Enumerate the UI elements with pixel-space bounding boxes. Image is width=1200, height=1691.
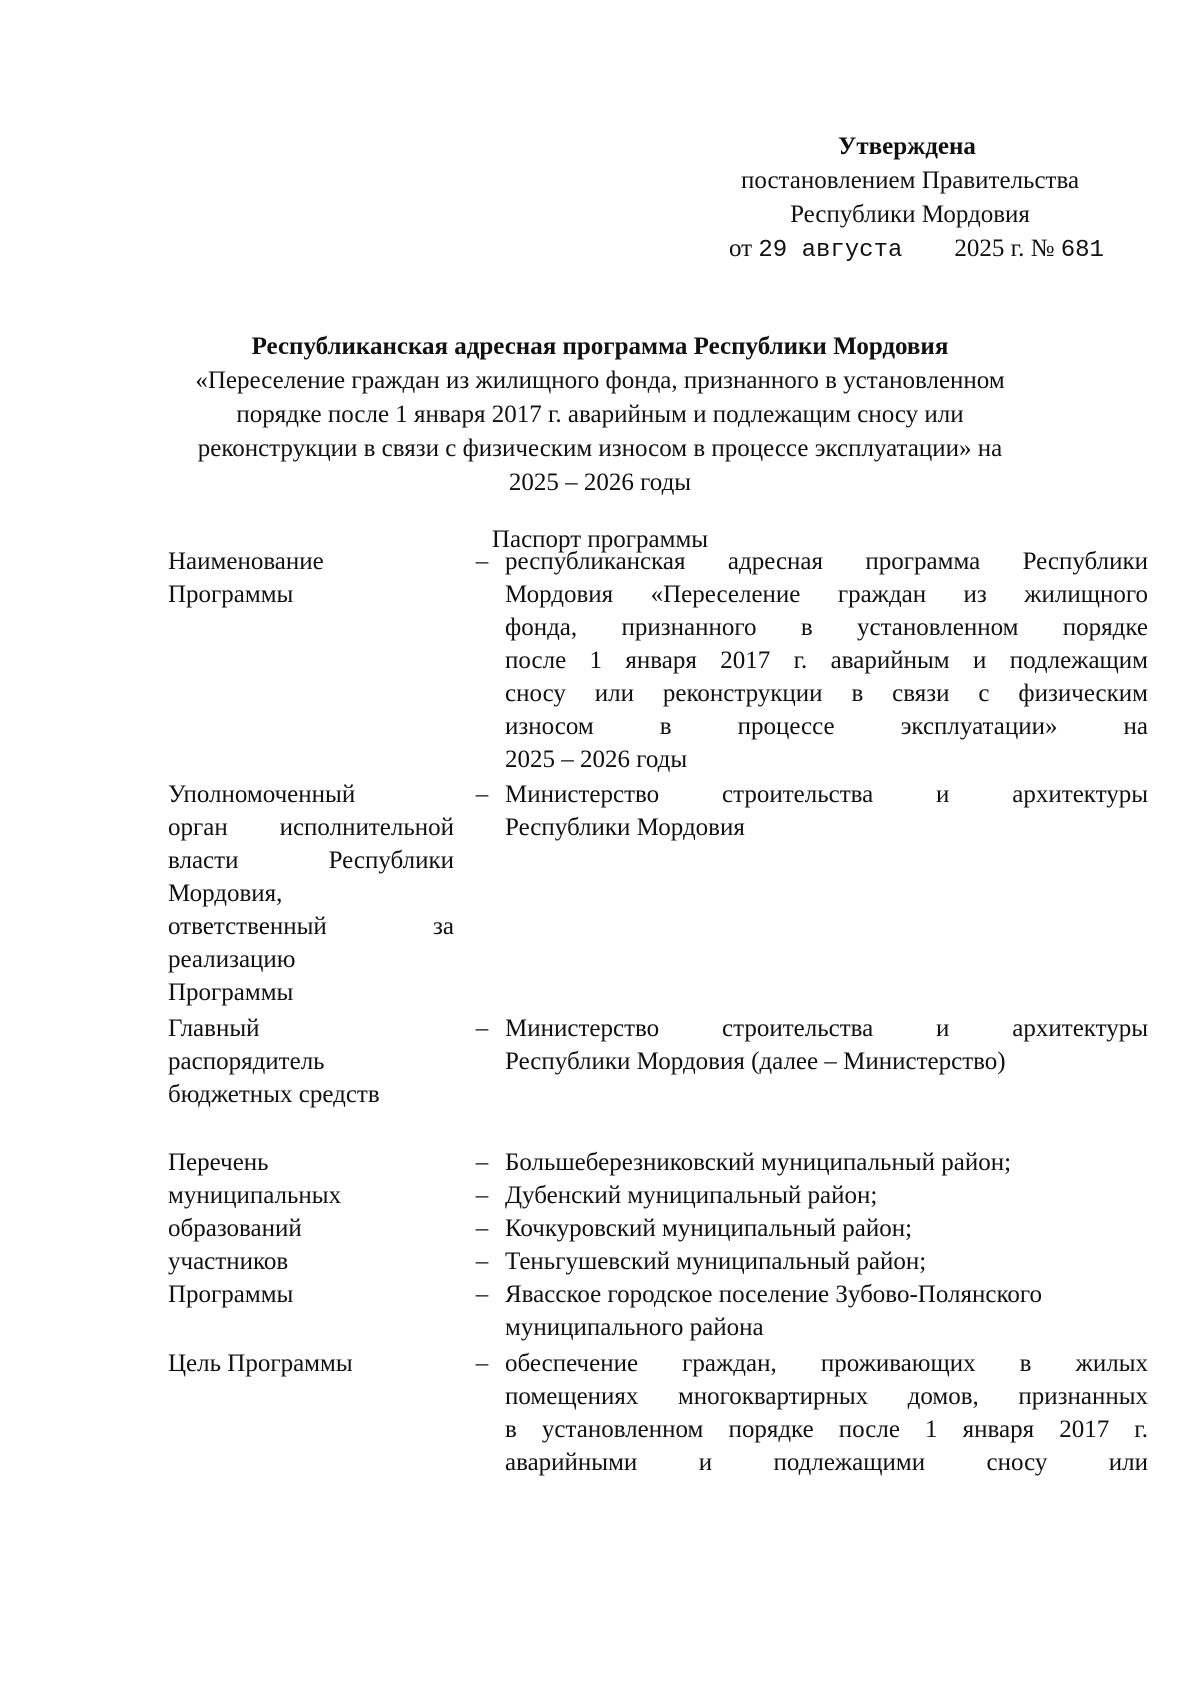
municipality-list — [475, 1146, 1148, 1344]
approval-line-2: Республики Мордовия — [790, 201, 1030, 228]
list-item: – Большеберезниковский муниципальный район; — [475, 1149, 1012, 1176]
row-value — [505, 545, 1148, 776]
value-line: Министерство строительства и архитектуры — [505, 781, 1148, 808]
label-line: ответственный за — [168, 913, 454, 940]
label-line: Уполномоченный — [168, 781, 356, 808]
value-line: в установленном порядке после 1 января 2017 г. — [505, 1416, 1148, 1443]
approval-date-line — [700, 232, 1120, 268]
label-line: Перечень — [168, 1149, 269, 1176]
label-line: Цель Программы — [168, 1350, 353, 1377]
approval-block — [700, 130, 1120, 268]
label-line: образований — [168, 1215, 302, 1242]
list-item: – Явасское городское поселение Зубово-Полянского — [475, 1281, 1042, 1308]
year-part: 2025 г. № — [954, 235, 1055, 262]
program-title-line: порядке после 1 января 2017 г. аварийным и подлежащим сносу или — [236, 401, 964, 428]
value-line: фонда, признанного в установленном порядке — [505, 614, 1148, 641]
value-line: Республики Мордовия — [505, 814, 745, 841]
value-line: износом в процессе эксплуатации» на — [505, 713, 1148, 740]
date-prefix: от — [729, 235, 753, 262]
approval-heading: Утверждена — [838, 133, 976, 160]
value-line: после 1 января 2017 г. аварийным и подлежащим — [505, 647, 1148, 674]
value-line: аварийными и подлежащими сносу или — [505, 1449, 1148, 1476]
label-line: участников — [168, 1248, 289, 1275]
label-line: Программы — [168, 979, 294, 1006]
row-dash: – — [475, 1015, 489, 1042]
date-value: 29 августа — [758, 237, 903, 264]
passport-heading: Паспорт программы — [491, 526, 709, 553]
program-title-line: «Переселение граждан из жилищного фонда, признанного в установленном — [195, 367, 1005, 394]
row-label — [168, 1012, 454, 1111]
label-line: распорядитель — [168, 1048, 325, 1075]
row-dash: – — [475, 1350, 489, 1377]
row-dash: – — [475, 781, 489, 808]
label-line: муниципальных — [168, 1182, 342, 1209]
label-line: Мордовия, — [168, 880, 283, 907]
approval-line-1: постановлением Правительства — [740, 167, 1080, 194]
label-line: Наименование — [168, 548, 324, 575]
program-title-line: реконструкции в связи с физическим износом в процессе эксплуатации» на — [197, 435, 1003, 462]
row-label — [168, 1146, 454, 1311]
list-item-continuation: муниципального района — [505, 1314, 764, 1341]
label-line: орган исполнительной — [168, 814, 454, 841]
label-line: Программы — [168, 581, 294, 608]
list-item: – Кочкуровский муниципальный район; — [475, 1215, 913, 1242]
label-line: Программы — [168, 1281, 294, 1308]
value-line: сносу или реконструкции в связи с физическим — [505, 680, 1148, 707]
row-value — [505, 1347, 1148, 1479]
program-title — [150, 330, 1050, 500]
label-line: Главный — [168, 1015, 260, 1042]
row-label — [168, 778, 454, 1009]
row-dash: – — [475, 548, 489, 575]
value-line: 2025 – 2026 годы — [505, 746, 688, 773]
row-value — [505, 778, 1148, 844]
value-line: Мордовия «Переселение граждан из жилищного — [505, 581, 1148, 608]
program-title-main: Республиканская адресная программа Республики Мордовия — [251, 333, 949, 360]
value-line: Республики Мордовия (далее – Министерство) — [505, 1048, 1006, 1075]
program-title-line: 2025 – 2026 годы — [508, 469, 692, 496]
list-item: – Дубенский муниципальный район; — [475, 1182, 878, 1209]
value-line: обеспечение граждан, проживающих в жилых — [505, 1350, 1148, 1377]
value-line: помещениях многоквартирных домов, признанных — [505, 1383, 1148, 1410]
label-line: власти Республики — [168, 847, 454, 874]
resolution-number: 681 — [1060, 237, 1104, 264]
row-label — [168, 545, 454, 611]
row-value — [505, 1012, 1148, 1078]
list-item: – Теньгушевский муниципальный район; — [475, 1248, 927, 1275]
value-line: республиканская адресная программа Республики — [505, 548, 1148, 575]
label-line: реализацию — [168, 946, 296, 973]
row-label — [168, 1347, 454, 1380]
value-line: Министерство строительства и архитектуры — [505, 1015, 1148, 1042]
label-line: бюджетных средств — [168, 1081, 380, 1108]
